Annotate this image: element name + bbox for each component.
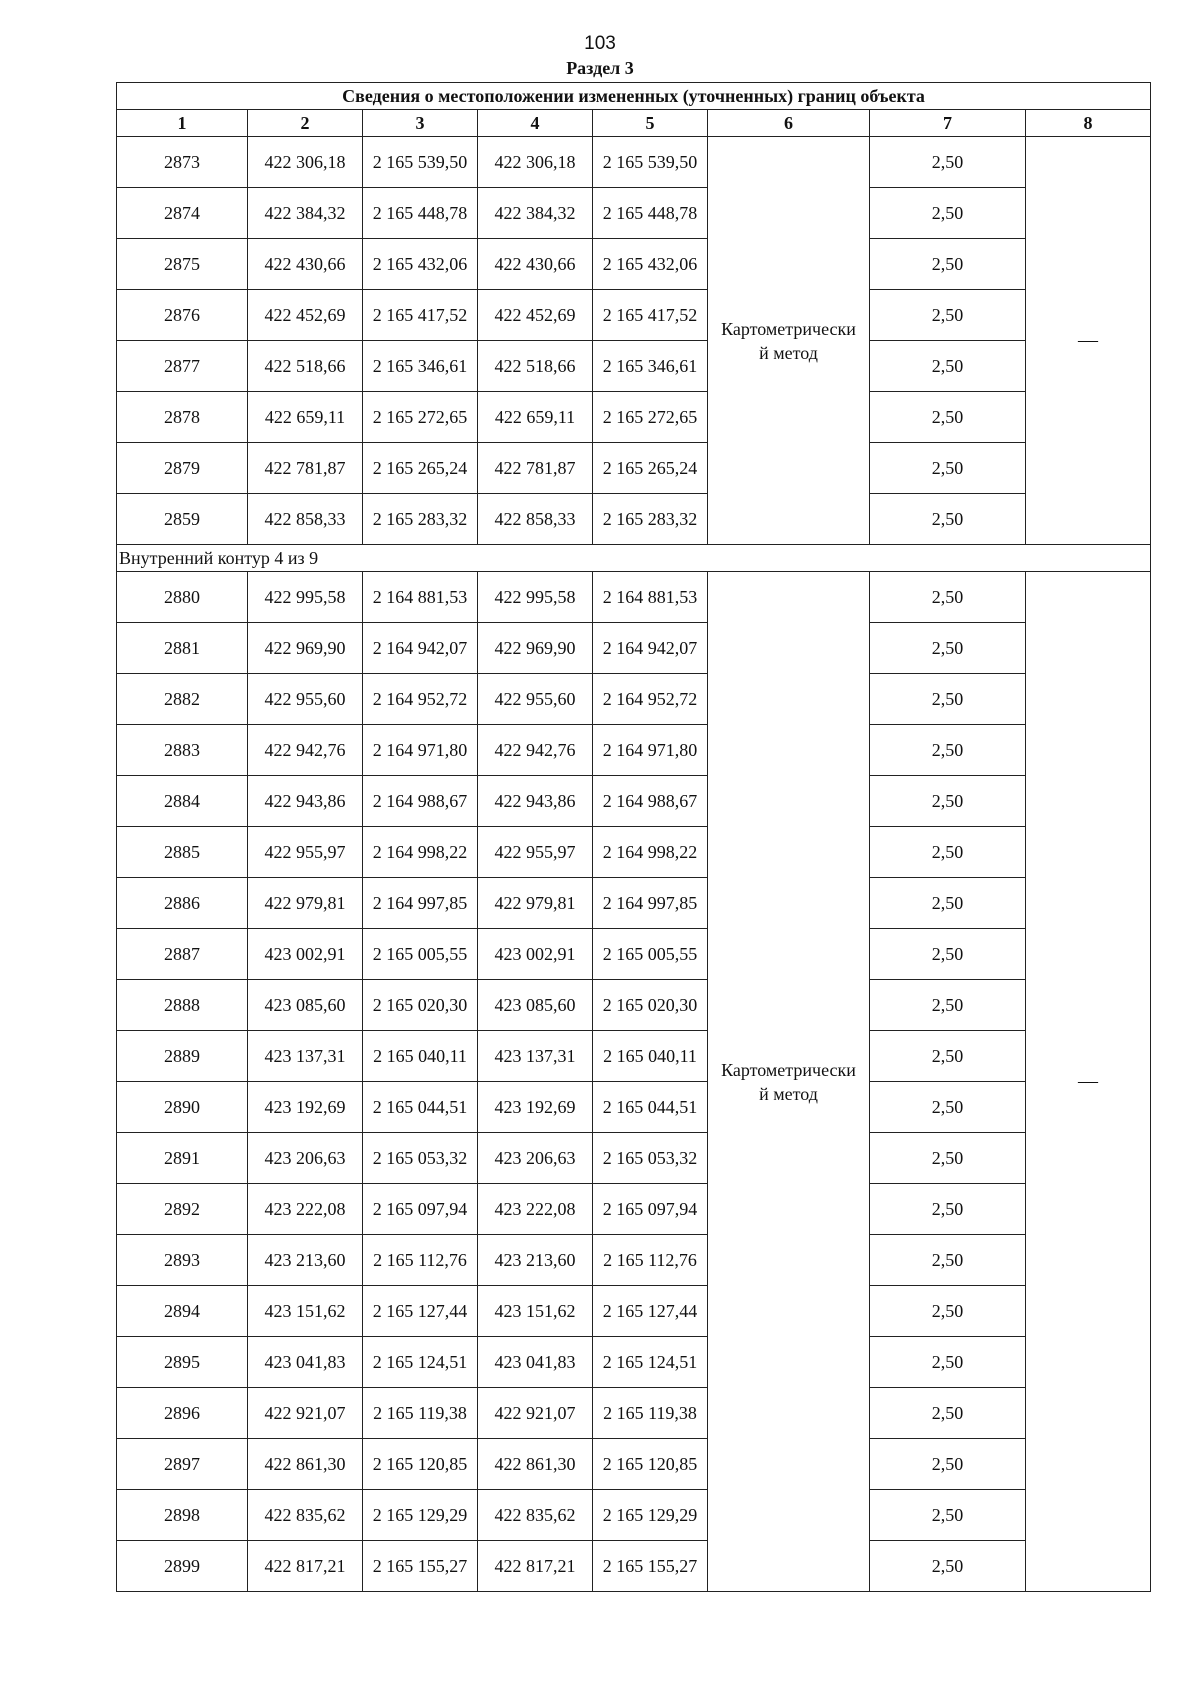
x-coordinate-cell: 423 041,83 [478,1337,593,1388]
y-coordinate-cell: 2 165 124,51 [593,1337,708,1388]
y-coordinate-cell: 2 165 127,44 [593,1286,708,1337]
accuracy-cell: 2,50 [870,1082,1026,1133]
point-number-cell: 2895 [117,1337,248,1388]
y-coordinate-cell: 2 164 971,80 [363,725,478,776]
x-coordinate-cell: 422 858,33 [478,494,593,545]
y-coordinate-cell: 2 164 997,85 [593,878,708,929]
table-row [117,494,1151,545]
point-number-cell: 2885 [117,827,248,878]
x-coordinate-cell: 422 835,62 [478,1490,593,1541]
y-coordinate-cell: 2 165 005,55 [363,929,478,980]
accuracy-cell: 2,50 [870,1133,1026,1184]
point-number-cell: 2899 [117,1541,248,1592]
point-number-cell: 2883 [117,725,248,776]
x-coordinate-cell: 422 943,86 [248,776,363,827]
caption-row [117,83,1151,110]
point-number-cell: 2875 [117,239,248,290]
x-coordinate-cell: 422 384,32 [478,188,593,239]
point-number-cell: 2882 [117,674,248,725]
column-header: 6 [708,110,870,137]
y-coordinate-cell: 2 165 020,30 [363,980,478,1031]
table-row [117,1235,1151,1286]
x-coordinate-cell: 422 817,21 [248,1541,363,1592]
x-coordinate-cell: 423 213,60 [478,1235,593,1286]
x-coordinate-cell: 422 969,90 [478,623,593,674]
y-coordinate-cell: 2 165 120,85 [363,1439,478,1490]
x-coordinate-cell: 422 817,21 [478,1541,593,1592]
x-coordinate-cell: 423 041,83 [248,1337,363,1388]
y-coordinate-cell: 2 165 539,50 [593,137,708,188]
table-body [117,83,1151,1592]
x-coordinate-cell: 423 085,60 [248,980,363,1031]
column-header: 7 [870,110,1026,137]
table-row [117,290,1151,341]
x-coordinate-cell: 423 085,60 [478,980,593,1031]
note-cell: — [1026,572,1151,1592]
accuracy-cell: 2,50 [870,443,1026,494]
y-coordinate-cell: 2 165 539,50 [363,137,478,188]
accuracy-cell: 2,50 [870,1388,1026,1439]
y-coordinate-cell: 2 165 120,85 [593,1439,708,1490]
x-coordinate-cell: 423 192,69 [248,1082,363,1133]
point-number-cell: 2887 [117,929,248,980]
point-number-cell: 2889 [117,1031,248,1082]
accuracy-cell: 2,50 [870,1337,1026,1388]
column-header: 4 [478,110,593,137]
x-coordinate-cell: 422 452,69 [248,290,363,341]
coordinates-table [116,82,1151,1592]
accuracy-cell: 2,50 [870,1031,1026,1082]
x-coordinate-cell: 422 861,30 [248,1439,363,1490]
y-coordinate-cell: 2 165 155,27 [593,1541,708,1592]
x-coordinate-cell: 422 955,97 [248,827,363,878]
y-coordinate-cell: 2 165 020,30 [593,980,708,1031]
x-coordinate-cell: 423 151,62 [248,1286,363,1337]
y-coordinate-cell: 2 165 053,32 [363,1133,478,1184]
x-coordinate-cell: 422 430,66 [248,239,363,290]
y-coordinate-cell: 2 165 005,55 [593,929,708,980]
point-number-cell: 2873 [117,137,248,188]
contour-label: Внутренний контур 4 из 9 [117,545,1151,572]
accuracy-cell: 2,50 [870,239,1026,290]
x-coordinate-cell: 423 002,91 [478,929,593,980]
table-row [117,443,1151,494]
x-coordinate-cell: 422 979,81 [478,878,593,929]
x-coordinate-cell: 422 781,87 [478,443,593,494]
accuracy-cell: 2,50 [870,1184,1026,1235]
x-coordinate-cell: 423 206,63 [248,1133,363,1184]
x-coordinate-cell: 422 306,18 [478,137,593,188]
point-number-cell: 2878 [117,392,248,443]
table-row [117,1337,1151,1388]
y-coordinate-cell: 2 164 881,53 [593,572,708,623]
accuracy-cell: 2,50 [870,776,1026,827]
y-coordinate-cell: 2 165 040,11 [593,1031,708,1082]
point-number-cell: 2884 [117,776,248,827]
y-coordinate-cell: 2 165 346,61 [593,341,708,392]
accuracy-cell: 2,50 [870,1235,1026,1286]
x-coordinate-cell: 422 835,62 [248,1490,363,1541]
table-row [117,929,1151,980]
table-caption: Сведения о местоположении измененных (уточненных) границ объекта [117,83,1151,110]
x-coordinate-cell: 422 955,60 [248,674,363,725]
accuracy-cell: 2,50 [870,572,1026,623]
y-coordinate-cell: 2 165 097,94 [363,1184,478,1235]
accuracy-cell: 2,50 [870,1286,1026,1337]
x-coordinate-cell: 422 955,60 [478,674,593,725]
accuracy-cell: 2,50 [870,980,1026,1031]
accuracy-cell: 2,50 [870,1490,1026,1541]
accuracy-cell: 2,50 [870,827,1026,878]
y-coordinate-cell: 2 165 112,76 [593,1235,708,1286]
y-coordinate-cell: 2 165 112,76 [363,1235,478,1286]
y-coordinate-cell: 2 164 988,67 [593,776,708,827]
column-header: 3 [363,110,478,137]
point-number-cell: 2877 [117,341,248,392]
accuracy-cell: 2,50 [870,494,1026,545]
accuracy-cell: 2,50 [870,929,1026,980]
table-row [117,239,1151,290]
point-number-cell: 2886 [117,878,248,929]
column-header: 1 [117,110,248,137]
table-row [117,572,1151,623]
table-row [117,776,1151,827]
section-title: Раздел 3 [566,58,634,78]
point-number-cell: 2880 [117,572,248,623]
y-coordinate-cell: 2 165 448,78 [363,188,478,239]
x-coordinate-cell: 422 921,07 [248,1388,363,1439]
point-number-cell: 2897 [117,1439,248,1490]
x-coordinate-cell: 423 002,91 [248,929,363,980]
y-coordinate-cell: 2 164 952,72 [593,674,708,725]
accuracy-cell: 2,50 [870,1439,1026,1490]
table-row [117,674,1151,725]
x-coordinate-cell: 422 955,97 [478,827,593,878]
x-coordinate-cell: 422 518,66 [478,341,593,392]
y-coordinate-cell: 2 164 998,22 [593,827,708,878]
y-coordinate-cell: 2 165 053,32 [593,1133,708,1184]
column-header: 8 [1026,110,1151,137]
column-header: 2 [248,110,363,137]
x-coordinate-cell: 422 659,11 [248,392,363,443]
y-coordinate-cell: 2 165 097,94 [593,1184,708,1235]
y-coordinate-cell: 2 165 265,24 [363,443,478,494]
y-coordinate-cell: 2 164 881,53 [363,572,478,623]
table-row [117,1286,1151,1337]
y-coordinate-cell: 2 164 942,07 [593,623,708,674]
table-row [117,1439,1151,1490]
accuracy-cell: 2,50 [870,188,1026,239]
y-coordinate-cell: 2 164 988,67 [363,776,478,827]
table-row [117,341,1151,392]
x-coordinate-cell: 423 151,62 [478,1286,593,1337]
point-number-cell: 2893 [117,1235,248,1286]
x-coordinate-cell: 422 979,81 [248,878,363,929]
table-row [117,1031,1151,1082]
x-coordinate-cell: 422 659,11 [478,392,593,443]
x-coordinate-cell: 422 518,66 [248,341,363,392]
x-coordinate-cell: 423 206,63 [478,1133,593,1184]
point-number-cell: 2876 [117,290,248,341]
accuracy-cell: 2,50 [870,725,1026,776]
point-number-cell: 2888 [117,980,248,1031]
contour-row [117,545,1151,572]
y-coordinate-cell: 2 165 119,38 [363,1388,478,1439]
x-coordinate-cell: 423 137,31 [248,1031,363,1082]
x-coordinate-cell: 422 452,69 [478,290,593,341]
y-coordinate-cell: 2 165 432,06 [363,239,478,290]
y-coordinate-cell: 2 165 283,32 [593,494,708,545]
y-coordinate-cell: 2 165 272,65 [363,392,478,443]
y-coordinate-cell: 2 165 432,06 [593,239,708,290]
table-row [117,392,1151,443]
x-coordinate-cell: 422 995,58 [478,572,593,623]
table-row [117,623,1151,674]
table-row [117,980,1151,1031]
x-coordinate-cell: 422 942,76 [478,725,593,776]
x-coordinate-cell: 423 137,31 [478,1031,593,1082]
y-coordinate-cell: 2 164 952,72 [363,674,478,725]
table-row [117,188,1151,239]
accuracy-cell: 2,50 [870,1541,1026,1592]
x-coordinate-cell: 422 995,58 [248,572,363,623]
y-coordinate-cell: 2 165 124,51 [363,1337,478,1388]
table-row [117,1184,1151,1235]
y-coordinate-cell: 2 165 119,38 [593,1388,708,1439]
x-coordinate-cell: 423 213,60 [248,1235,363,1286]
point-number-cell: 2890 [117,1082,248,1133]
y-coordinate-cell: 2 165 448,78 [593,188,708,239]
x-coordinate-cell: 422 858,33 [248,494,363,545]
accuracy-cell: 2,50 [870,392,1026,443]
header-row [117,110,1151,137]
y-coordinate-cell: 2 165 127,44 [363,1286,478,1337]
accuracy-cell: 2,50 [870,137,1026,188]
y-coordinate-cell: 2 165 129,29 [593,1490,708,1541]
x-coordinate-cell: 422 781,87 [248,443,363,494]
table-row [117,1541,1151,1592]
point-number-cell: 2879 [117,443,248,494]
x-coordinate-cell: 423 222,08 [248,1184,363,1235]
page-number: 103 [584,33,616,54]
accuracy-cell: 2,50 [870,623,1026,674]
table-row [117,1133,1151,1184]
x-coordinate-cell: 422 306,18 [248,137,363,188]
y-coordinate-cell: 2 164 942,07 [363,623,478,674]
accuracy-cell: 2,50 [870,674,1026,725]
x-coordinate-cell: 422 943,86 [478,776,593,827]
accuracy-cell: 2,50 [870,341,1026,392]
x-coordinate-cell: 423 222,08 [478,1184,593,1235]
y-coordinate-cell: 2 165 265,24 [593,443,708,494]
table-row [117,1082,1151,1133]
y-coordinate-cell: 2 164 971,80 [593,725,708,776]
point-number-cell: 2874 [117,188,248,239]
accuracy-cell: 2,50 [870,290,1026,341]
y-coordinate-cell: 2 165 155,27 [363,1541,478,1592]
y-coordinate-cell: 2 165 272,65 [593,392,708,443]
y-coordinate-cell: 2 165 040,11 [363,1031,478,1082]
table-row [117,137,1151,188]
point-number-cell: 2892 [117,1184,248,1235]
accuracy-cell: 2,50 [870,878,1026,929]
table-row [117,1388,1151,1439]
point-number-cell: 2881 [117,623,248,674]
x-coordinate-cell: 422 921,07 [478,1388,593,1439]
x-coordinate-cell: 422 430,66 [478,239,593,290]
x-coordinate-cell: 422 942,76 [248,725,363,776]
point-number-cell: 2898 [117,1490,248,1541]
note-cell: — [1026,137,1151,545]
table-row [117,878,1151,929]
x-coordinate-cell: 422 384,32 [248,188,363,239]
table-row [117,827,1151,878]
point-number-cell: 2891 [117,1133,248,1184]
table-row [117,725,1151,776]
point-number-cell: 2896 [117,1388,248,1439]
method-cell: Картометрически й метод [708,572,870,1592]
column-header: 5 [593,110,708,137]
x-coordinate-cell: 422 969,90 [248,623,363,674]
x-coordinate-cell: 423 192,69 [478,1082,593,1133]
y-coordinate-cell: 2 164 998,22 [363,827,478,878]
y-coordinate-cell: 2 165 417,52 [363,290,478,341]
y-coordinate-cell: 2 165 417,52 [593,290,708,341]
point-number-cell: 2894 [117,1286,248,1337]
y-coordinate-cell: 2 165 346,61 [363,341,478,392]
y-coordinate-cell: 2 165 044,51 [593,1082,708,1133]
y-coordinate-cell: 2 165 044,51 [363,1082,478,1133]
method-cell: Картометрически й метод [708,137,870,545]
y-coordinate-cell: 2 165 283,32 [363,494,478,545]
table-row [117,1490,1151,1541]
y-coordinate-cell: 2 164 997,85 [363,878,478,929]
y-coordinate-cell: 2 165 129,29 [363,1490,478,1541]
x-coordinate-cell: 422 861,30 [478,1439,593,1490]
point-number-cell: 2859 [117,494,248,545]
